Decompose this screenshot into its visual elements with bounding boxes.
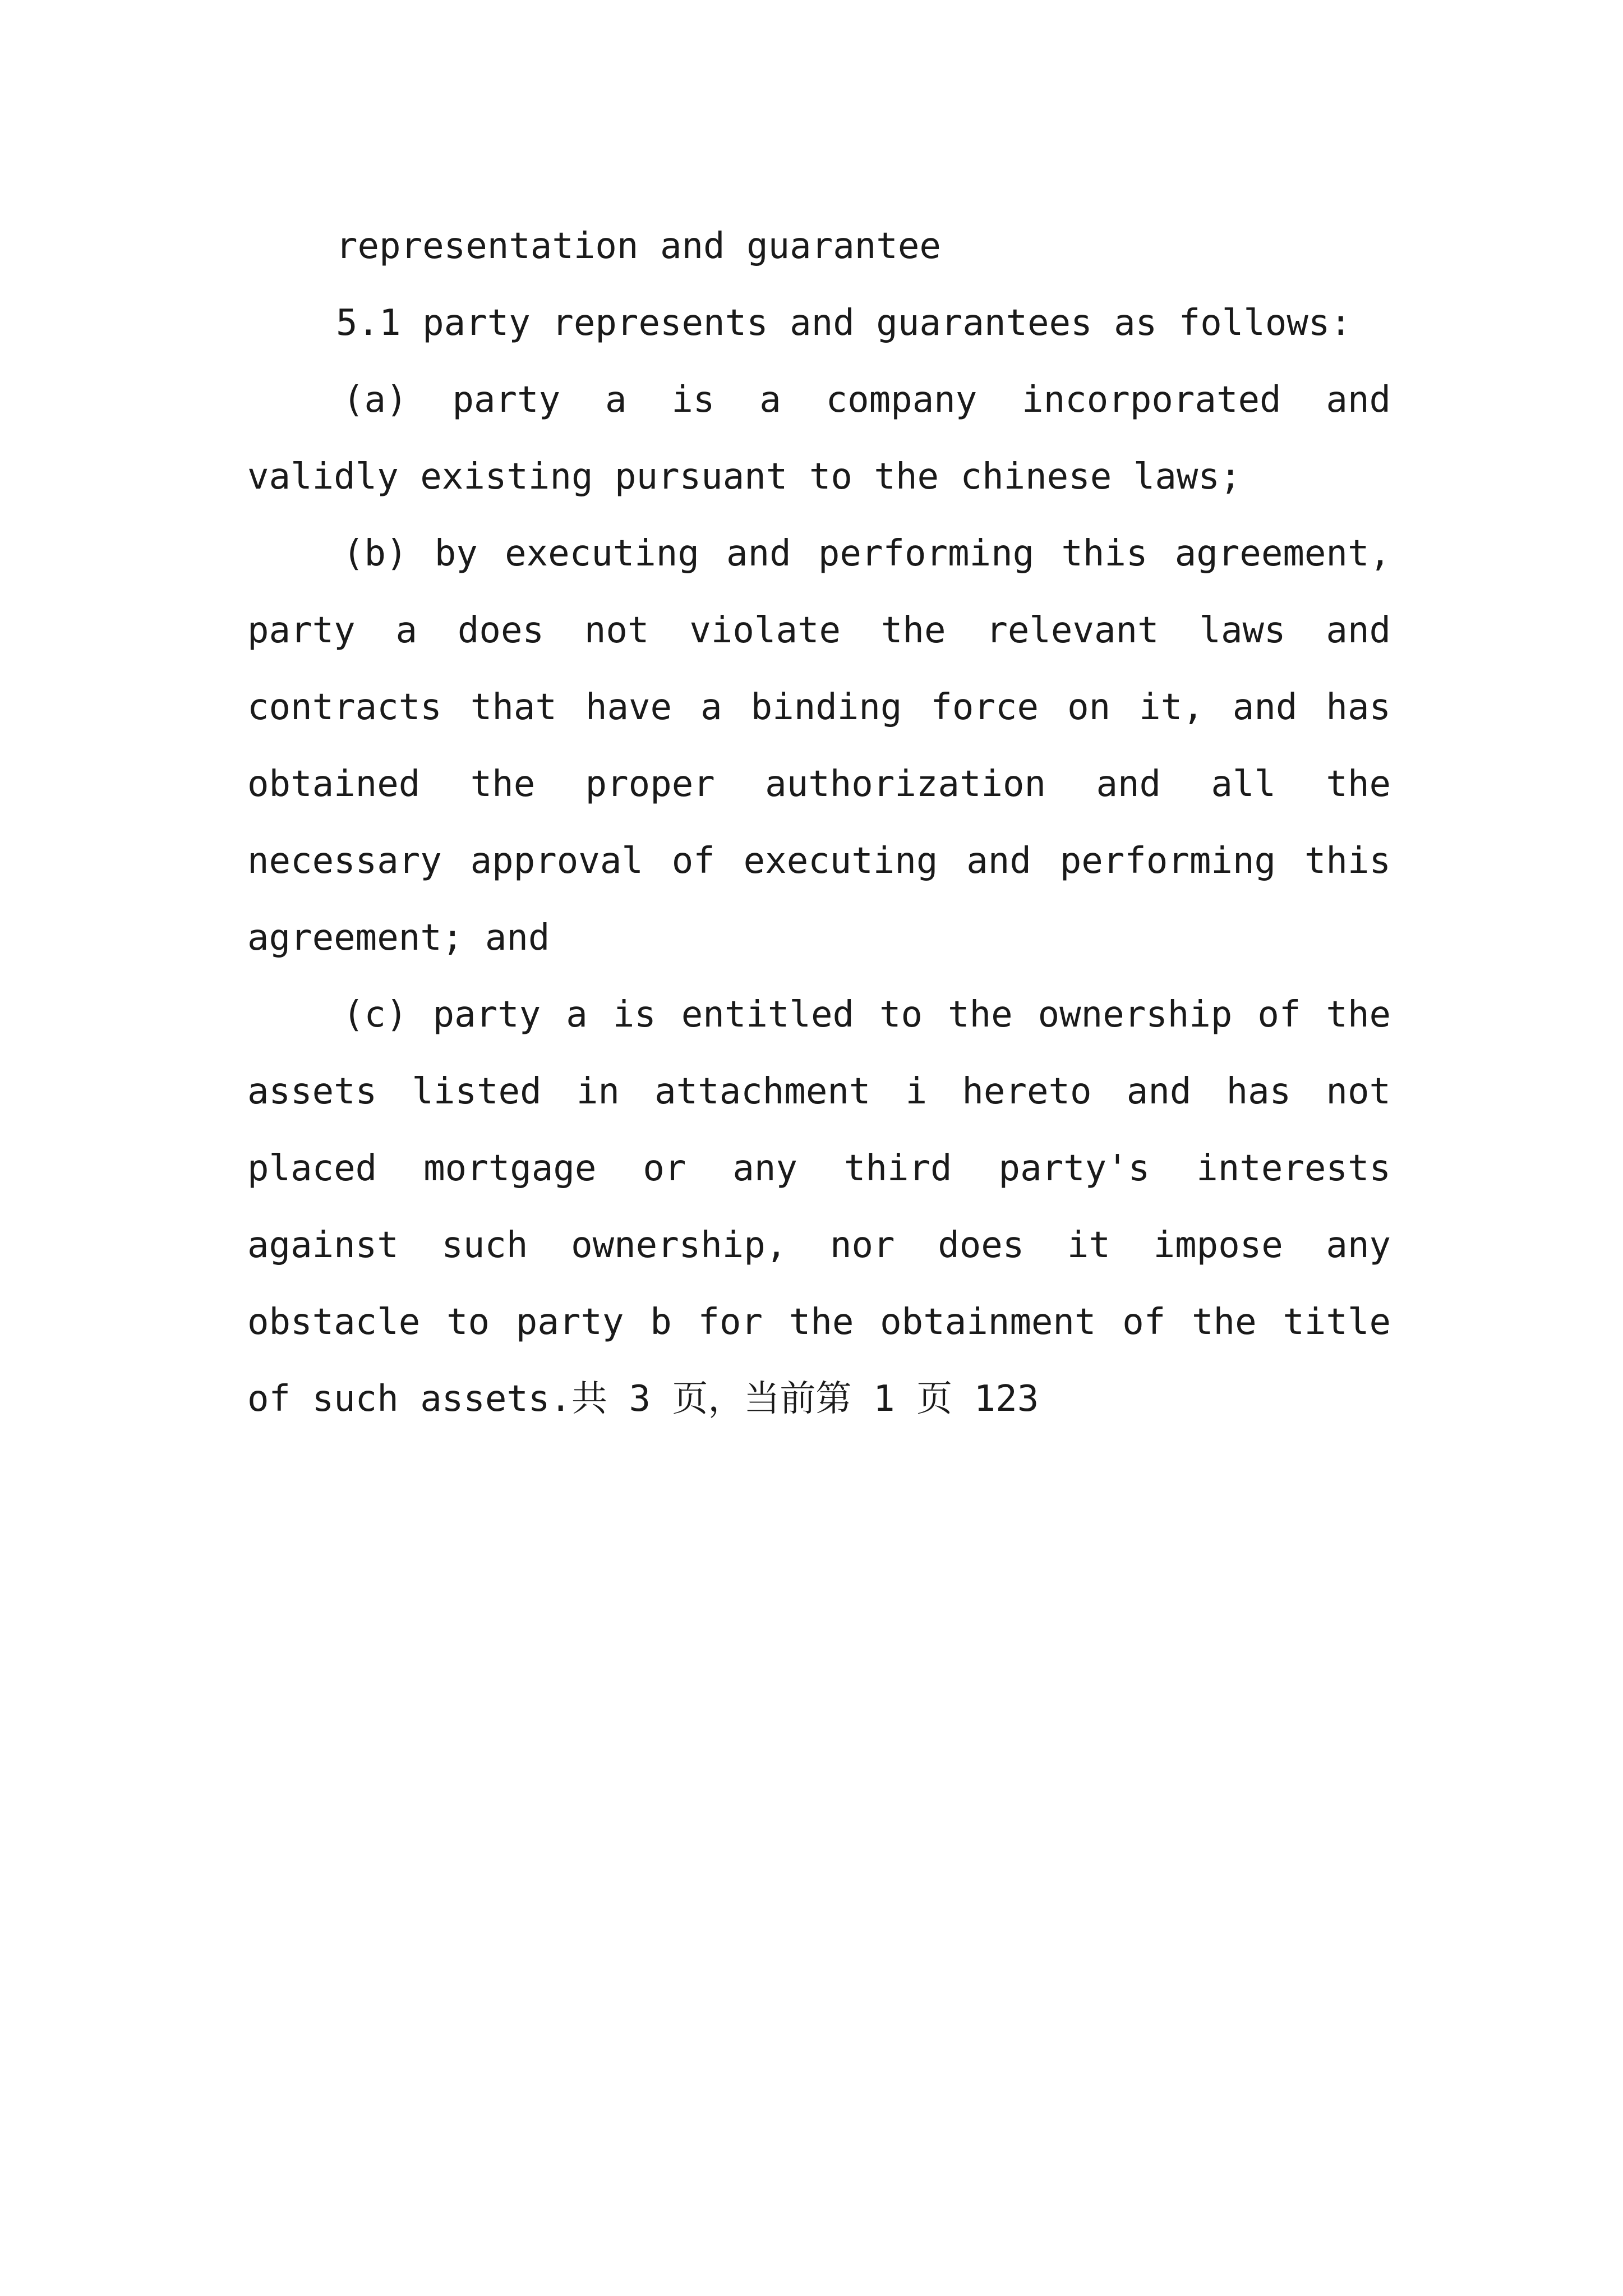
clause-a: (a) party a is a company incorporated and validly existing pursuant to the chinese laws; xyxy=(247,379,1391,498)
clause-b: (b) by executing and performing this agreement, party a does not violate the relevant laws and contracts that have a binding force on it, and has obtained the proper authorization and all the necessary approval of executing and performing this agreement; and xyxy=(247,533,1391,959)
document-body xyxy=(247,208,1391,1438)
clause-5-1: 5.1 party represents and guarantees as follows: xyxy=(336,302,1352,344)
clause-c: (c) party a is entitled to the ownership of the assets listed in attachment i hereto and has not placed mortgage or any third party's interests against such ownership, nor does it impose any obstacle to party b for the obtainment of the title of such assets.共 3 页，当前第 1 页 123 xyxy=(247,994,1391,1420)
section-heading: representation and guarantee xyxy=(336,226,941,267)
